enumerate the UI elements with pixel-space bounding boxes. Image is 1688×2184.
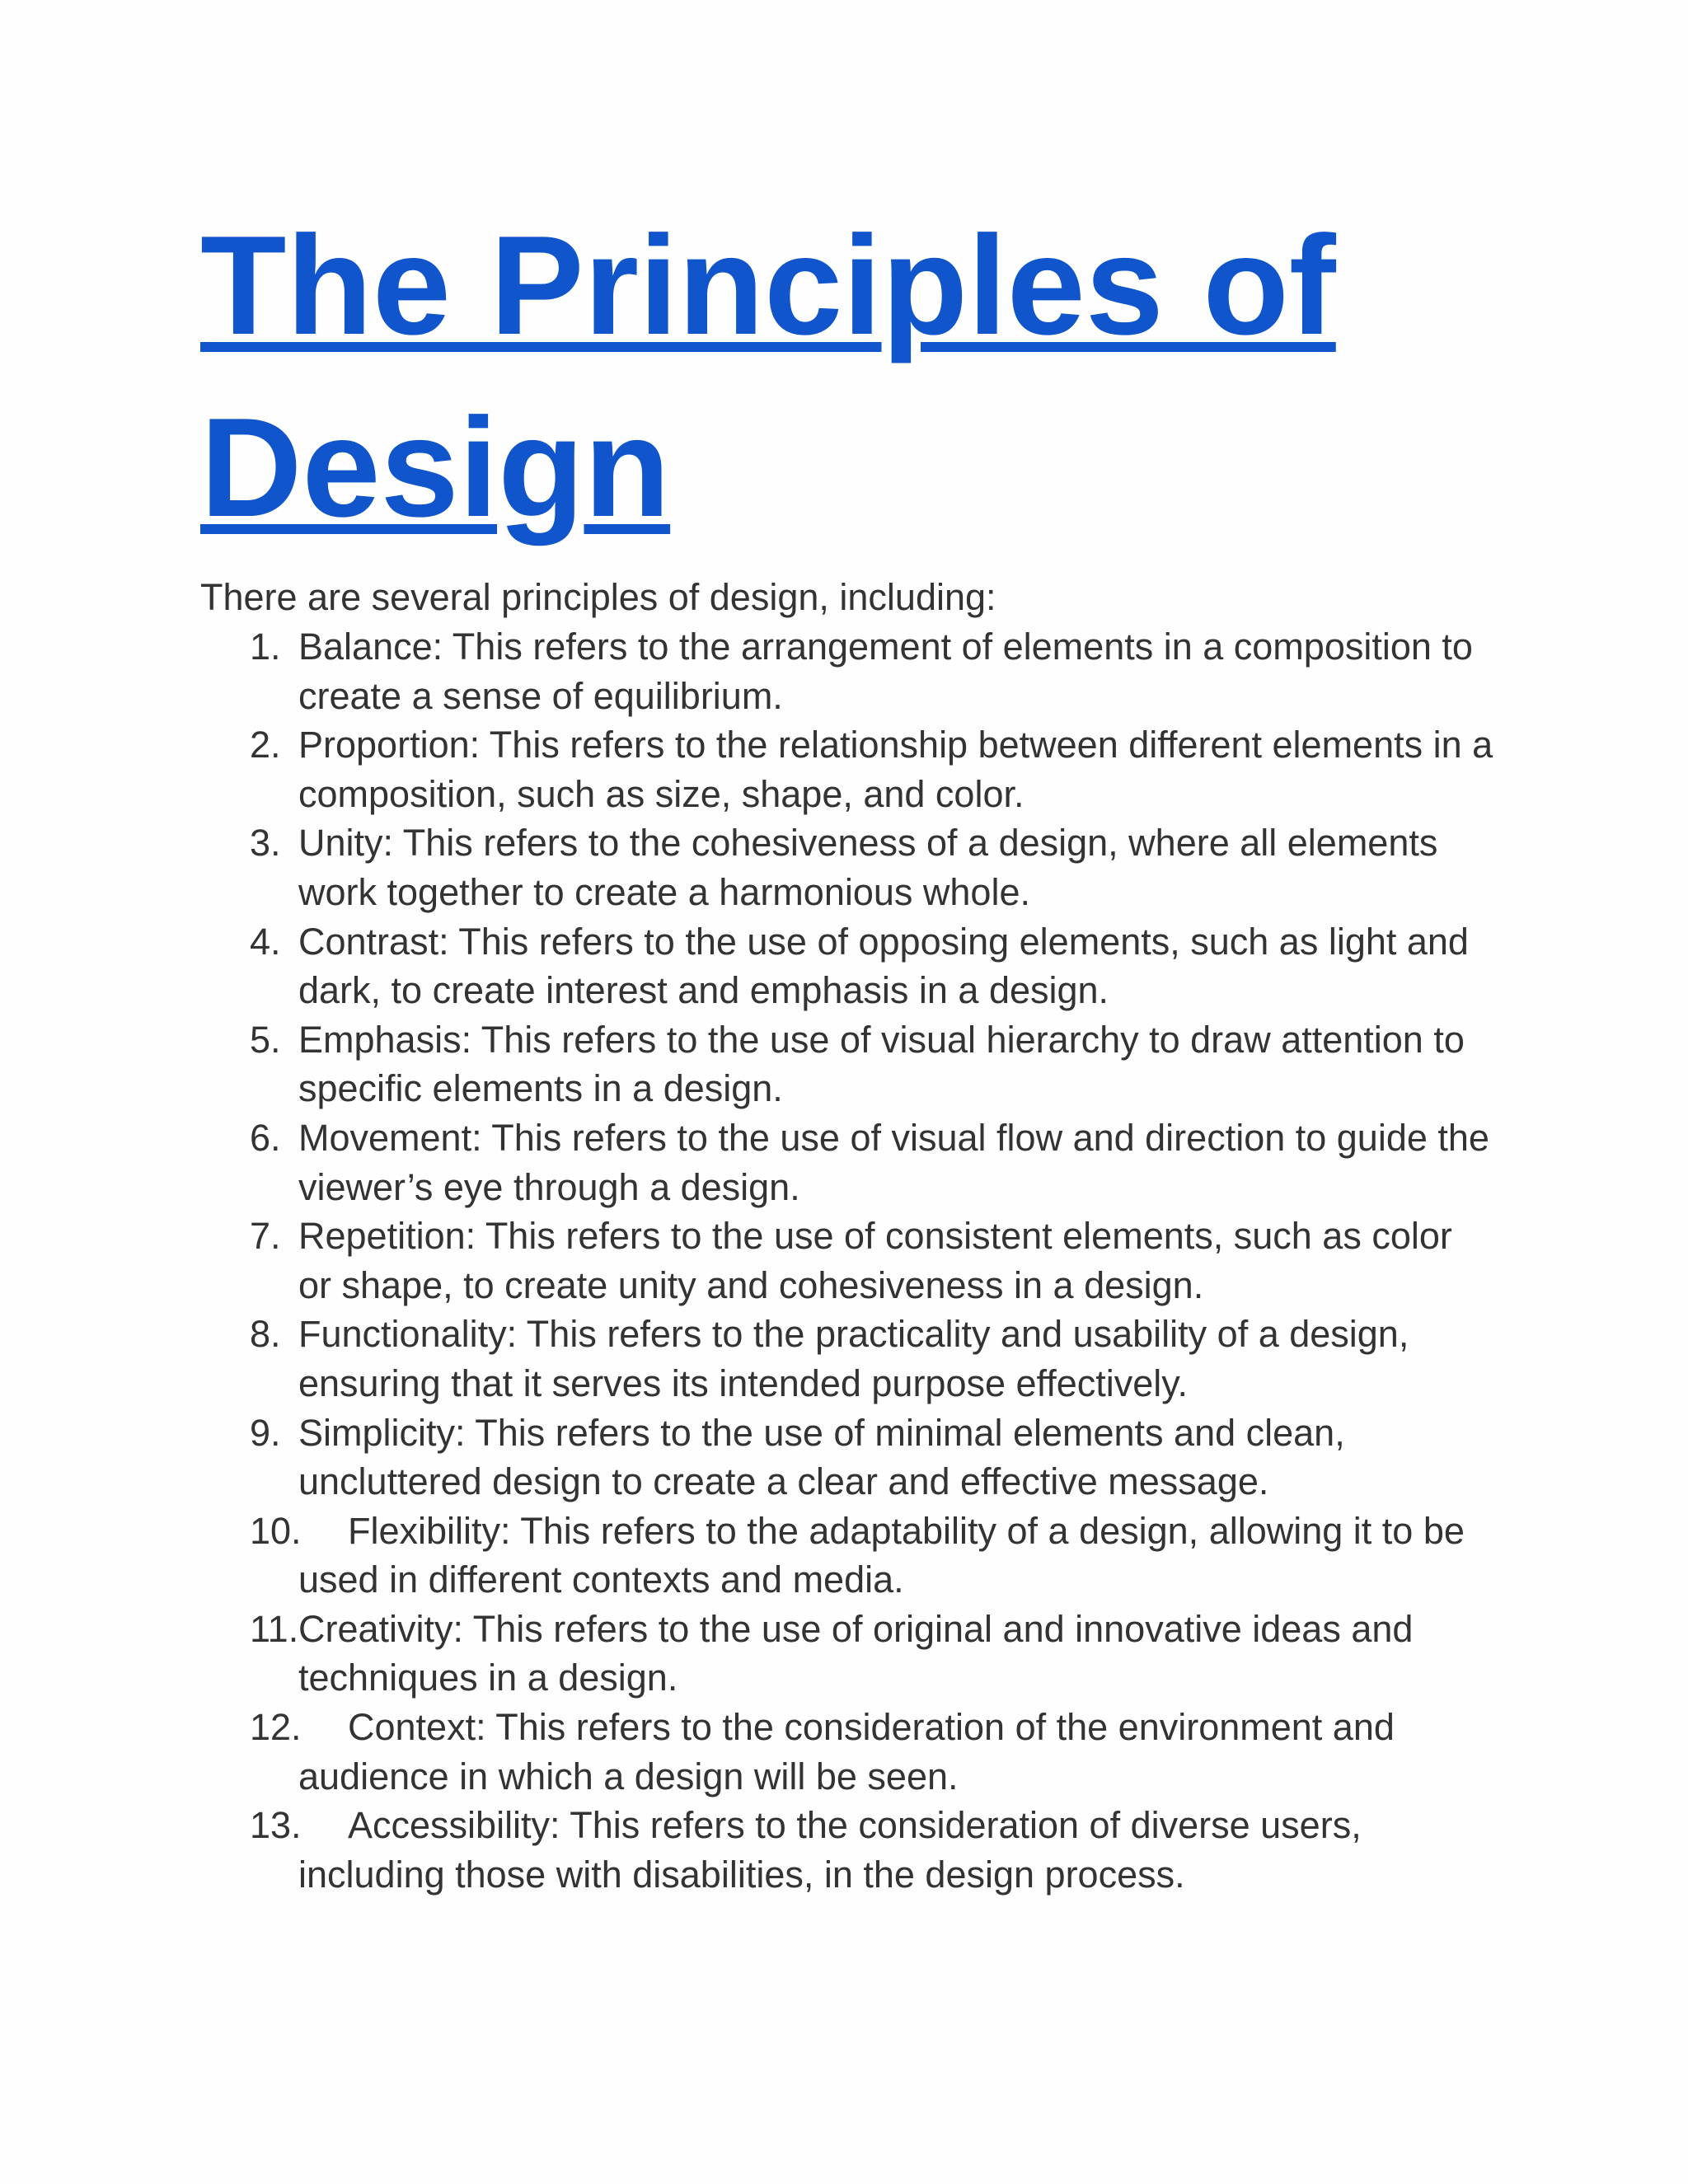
list-item-text: Accessibility: This refers to the consideration of diverse users, including those with disabilities, in the design process.: [298, 1804, 1362, 1896]
list-item-text: Emphasis: This refers to the use of visual hierarchy to draw attention to specific elements in a design.: [298, 1018, 1465, 1110]
list-item: [200, 720, 1494, 818]
list-item-text: Unity: This refers to the cohesiveness of a design, where all elements work together to create a harmonious whole.: [298, 822, 1438, 913]
list-item-text: Context: This refers to the consideration of the environment and audience in which a design will be seen.: [298, 1706, 1395, 1797]
list-item-text: Creativity: This refers to the use of original and innovative ideas and techniques in a design.: [298, 1607, 1414, 1699]
list-item-number: 2.: [250, 724, 281, 766]
list-item-number: 5.: [250, 1018, 281, 1061]
list-item: [200, 1605, 1494, 1703]
list-item: [200, 1408, 1494, 1507]
list-item-number: 3.: [250, 822, 281, 865]
list-item-number: 1.: [250, 626, 281, 668]
list-item: [200, 1507, 1494, 1605]
list-item-number: 8.: [250, 1313, 281, 1356]
list-item-number: 12.: [250, 1706, 302, 1749]
list-item: [200, 622, 1494, 720]
list-item: [200, 818, 1494, 916]
title-link[interactable]: The Principles of Design: [200, 207, 1336, 546]
list-item: [200, 1113, 1494, 1212]
list-item-text: Balance: This refers to the arrangement of elements in a composition to create a sense of equilibrium.: [298, 626, 1473, 717]
list-item: [200, 917, 1494, 1015]
list-item-number: 4.: [250, 920, 281, 963]
list-item-number: 11.: [250, 1607, 299, 1650]
list-item-text: Contrast: This refers to the use of opposing elements, such as light and dark, to create interest and emphasis in a design.: [298, 920, 1469, 1012]
list-item: [200, 1801, 1494, 1899]
list-item: [200, 1015, 1494, 1113]
list-item: [200, 1703, 1494, 1801]
list-item-text: Flexibility: This refers to the adaptability of a design, allowing it to be used in different contexts and media.: [298, 1509, 1465, 1601]
list-item-text: Repetition: This refers to the use of consistent elements, such as color or shape, to create unity and cohesiveness in a design.: [298, 1215, 1452, 1306]
list-item-number: 6.: [250, 1116, 281, 1159]
list-item-number: 13.: [250, 1804, 302, 1847]
list-item: [200, 1310, 1494, 1408]
list-item-text: Simplicity: This refers to the use of minimal elements and clean, uncluttered design to create a clear and effective message.: [298, 1411, 1345, 1503]
list-item-number: 10.: [250, 1509, 302, 1552]
list-item-text: Movement: This refers to the use of visual flow and direction to guide the viewer’s eye through a design.: [298, 1116, 1489, 1208]
intro-paragraph: There are several principles of design, including:: [200, 576, 996, 618]
list-item-text: Functionality: This refers to the practicality and usability of a design, ensuring that it serves its intended purpose effectively.: [298, 1313, 1409, 1404]
list-item-number: 7.: [250, 1215, 281, 1258]
principles-list: [200, 622, 1494, 1899]
list-item-number: 9.: [250, 1411, 281, 1454]
document-title: [200, 194, 1536, 559]
list-item: [200, 1212, 1494, 1310]
list-item-text: Proportion: This refers to the relationship between different elements in a composition, such as size, shape, and color.: [298, 724, 1493, 815]
